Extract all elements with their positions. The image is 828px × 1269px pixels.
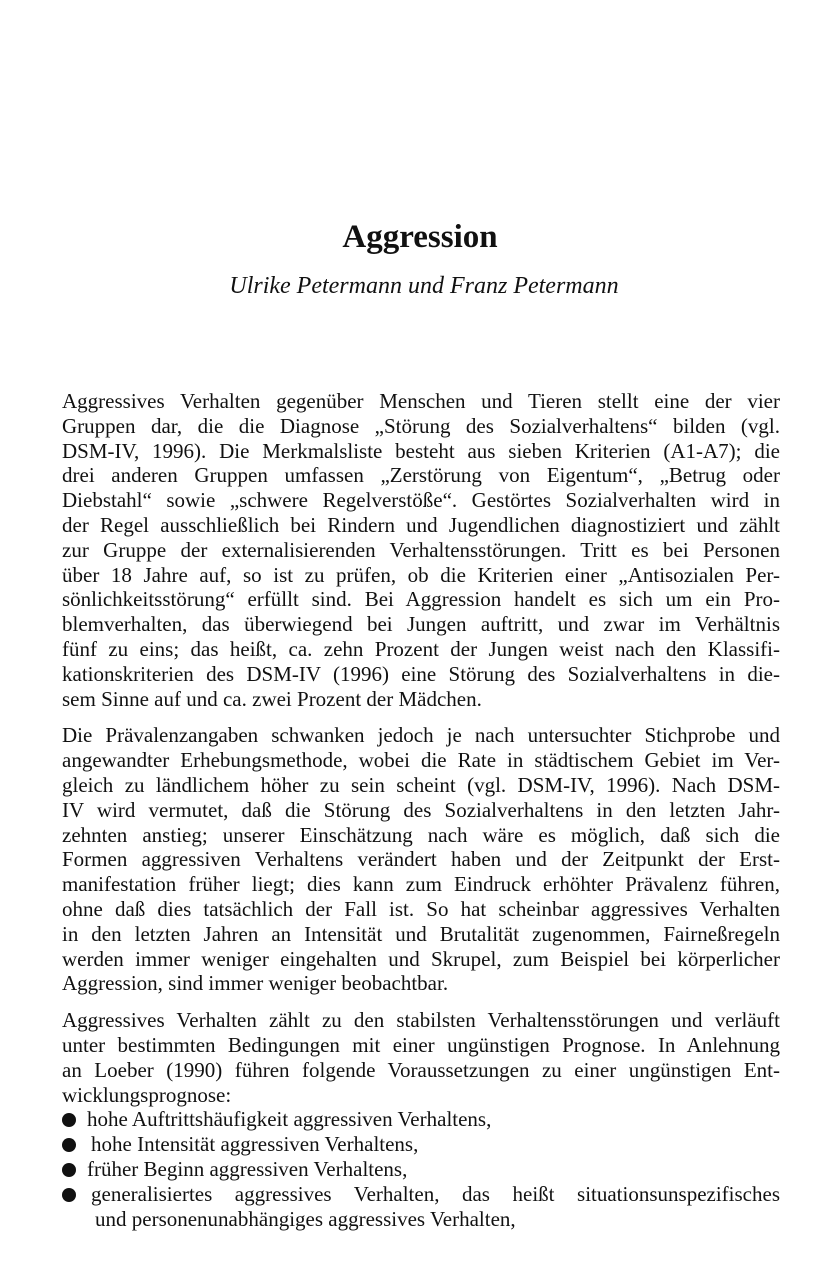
text-line: Aggressives Verhalten gegenüber Menschen und Tieren stellt eine der vier	[62, 389, 780, 413]
text-line: und personenunabhängiges aggressives Verhalten,	[95, 1206, 516, 1231]
text-line: sönlichkeitsstörung“ erfüllt sind. Bei Aggression handelt es sich um ein Pro-	[62, 587, 780, 612]
paragraph	[62, 723, 780, 996]
text-line: wicklungsprognose:	[62, 1082, 232, 1107]
paragraph	[62, 1008, 780, 1107]
bullet-icon	[62, 1163, 76, 1177]
text-line: Die Prävalenzangaben schwanken jedoch je nach untersuchter Stichprobe und	[62, 723, 780, 748]
text-line: Aggressives Verhalten zählt zu den stabilsten Verhaltensstörungen und verläuft	[62, 1008, 780, 1033]
list-item	[62, 1182, 780, 1232]
text-line: DSM-IV, 1996). Die Merkmalsliste besteht aus sieben Kriterien (A1-A7); die	[62, 438, 780, 463]
text-line: IV wird vermutet, daß die Störung des Sozialverhaltens in den letzten Jahr-	[62, 797, 780, 822]
text-line: manifestation früher liegt; dies kann zum Eindruck erhöhter Prävalenz führen,	[62, 872, 780, 897]
article-authors: Ulrike Petermann und Franz Petermann	[229, 273, 619, 299]
text-line: hohe Auftrittshäufigkeit aggressiven Verhaltens,	[87, 1107, 492, 1132]
text-line: unter bestimmten Bedingungen mit einer ungünstigen Prognose. In Anlehnung	[62, 1032, 780, 1057]
article-body	[62, 389, 780, 1231]
list-item	[62, 1132, 780, 1157]
text-line: sem Sinne auf und ca. zwei Prozent der Mädchen.	[62, 686, 482, 711]
text-line: werden immer weniger eingehalten und Skrupel, zum Beispiel bei körperlicher	[62, 946, 780, 971]
text-line: ohne daß dies tatsächlich der Fall ist. So hat scheinbar aggressives Verhalten	[62, 896, 780, 921]
text-line: Formen aggressiven Verhaltens verändert haben und der Zeitpunkt der Erst-	[62, 847, 780, 872]
text-line: kationskriterien des DSM-IV (1996) eine Störung des Sozialverhaltens in die-	[62, 661, 780, 686]
bullet-icon	[62, 1188, 76, 1202]
text-line: zehnten anstieg; unserer Einschätzung nach wäre es möglich, daß sich die	[62, 822, 780, 847]
text-line: generalisiertes aggressives Verhalten, das heißt situationsunspezifisches	[91, 1181, 780, 1206]
text-line: blemverhalten, das überwiegend bei Jungen auftritt, und zwar im Verhältnis	[62, 612, 780, 637]
text-line: fünf zu eins; das heißt, ca. zehn Prozent der Jungen weist nach den Klassifi-	[62, 636, 780, 661]
bullet-list	[62, 1107, 780, 1231]
text-line: zur Gruppe der externalisierenden Verhaltensstörungen. Tritt es bei Personen	[62, 537, 780, 562]
text-line: über 18 Jahre auf, so ist zu prüfen, ob die Kriterien einer „Antisozialen Per-	[62, 562, 780, 587]
bullet-icon	[62, 1138, 76, 1152]
text-line: hohe Intensität aggressiven Verhaltens,	[91, 1132, 419, 1157]
text-line: drei anderen Gruppen umfassen „Zerstörung von Eigentum“, „Betrug oder	[62, 463, 780, 488]
text-line: an Loeber (1990) führen folgende Voraussetzungen zu einer ungünstigen Ent-	[62, 1057, 780, 1082]
article-title: Aggression	[342, 219, 498, 255]
list-item	[62, 1107, 780, 1132]
text-line: angewandter Erhebungsmethode, wobei die Rate in städtischem Gebiet im Ver-	[62, 748, 780, 773]
text-line: der Regel ausschließlich bei Rindern und Jugendlichen diagnostiziert und zählt	[62, 512, 780, 537]
list-item	[62, 1157, 780, 1182]
text-line: in den letzten Jahren an Intensität und Brutalität zugenommen, Fairneßregeln	[62, 921, 780, 946]
text-line: Diebstahl“ sowie „schwere Regelverstöße“. Gestörtes Sozialverhalten wird in	[62, 488, 780, 513]
bullet-icon	[62, 1113, 76, 1127]
text-line: Gruppen dar, die die Diagnose „Störung des Sozialverhaltens“ bilden (vgl.	[62, 413, 780, 438]
paragraph	[62, 389, 780, 711]
text-line: Aggression, sind immer weniger beobachtbar.	[62, 971, 449, 996]
text-line: gleich zu ländlichem höher zu sein scheint (vgl. DSM-IV, 1996). Nach DSM-	[62, 772, 780, 797]
text-line: früher Beginn aggressiven Verhaltens,	[87, 1156, 408, 1181]
